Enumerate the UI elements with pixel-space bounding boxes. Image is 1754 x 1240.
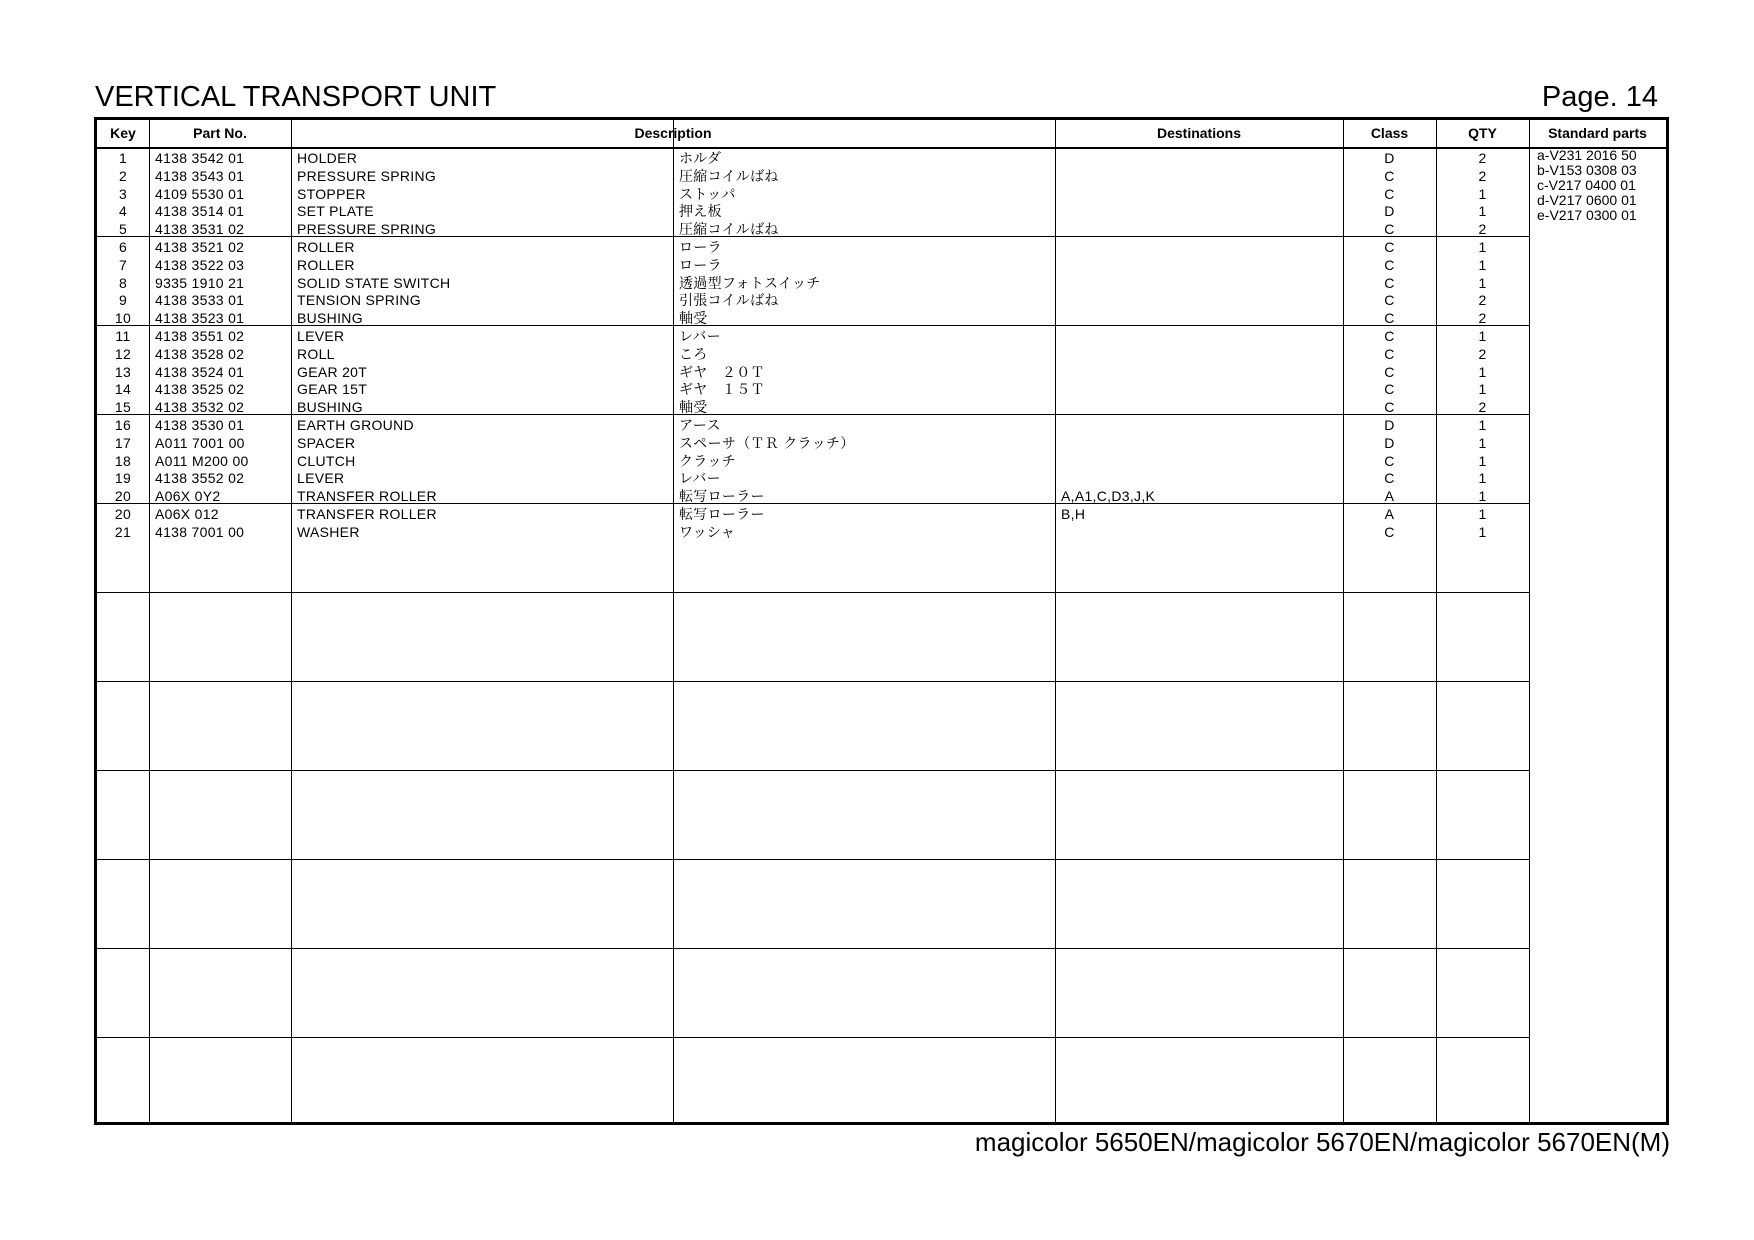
row-part-no: 4109 5530 01 (155, 185, 245, 202)
row-destinations (1061, 309, 1341, 327)
row-destinations (1061, 238, 1341, 256)
row-description-en: LEVER (297, 328, 345, 344)
row-part-no: A011 7001 00 (155, 434, 245, 451)
row-class: D (1384, 203, 1395, 220)
row-destinations (1061, 149, 1341, 167)
row-class: C (1384, 221, 1395, 238)
row-description-en: STOPPER (297, 185, 366, 202)
row-class: D (1384, 150, 1395, 166)
column-divider (291, 120, 292, 1122)
row-part-no: 4138 3552 02 (155, 470, 245, 487)
row-key: 8 (118, 274, 128, 291)
row-part-no: 4138 3528 02 (155, 345, 245, 362)
row-description-en: ROLLER (297, 256, 355, 273)
row-key: 6 (118, 239, 128, 255)
row-description-en: TRANSFER ROLLER (297, 506, 437, 522)
row-key: 16 (114, 417, 132, 433)
row-destinations (1061, 274, 1341, 292)
row-description-en: BUSHING (297, 310, 363, 327)
row-destinations (1061, 523, 1341, 541)
row-class: C (1384, 345, 1395, 362)
row-destinations (1061, 434, 1341, 452)
row-description-en: SET PLATE (297, 203, 374, 220)
row-key: 12 (114, 345, 132, 362)
row-destinations (1061, 380, 1341, 398)
row-description-jp: ころ (679, 345, 708, 362)
header-description: Description (634, 125, 712, 141)
row-class: C (1384, 381, 1395, 398)
row-qty: 1 (1478, 256, 1487, 273)
row-description-en: PRESSURE SPRING (297, 221, 437, 238)
row-key: 4 (118, 203, 128, 220)
row-class: C (1384, 328, 1395, 344)
row-class: C (1384, 185, 1395, 202)
group-divider (97, 1037, 1529, 1038)
row-qty: 1 (1478, 506, 1487, 522)
row-description-jp: スペーサ（ＴＲ クラッチ） (679, 434, 855, 451)
row-key: 2 (118, 167, 128, 184)
row-qty: 2 (1478, 345, 1487, 362)
header-key: Key (110, 125, 136, 141)
row-key: 5 (118, 221, 128, 238)
row-qty: 2 (1478, 399, 1487, 416)
row-key: 9 (118, 292, 128, 309)
row-key: 20 (114, 506, 132, 522)
header-class: Class (1370, 125, 1409, 141)
row-key: 10 (114, 310, 132, 327)
row-part-no: 4138 7001 00 (155, 523, 245, 540)
row-description-en: TENSION SPRING (297, 292, 421, 309)
row-part-no: 4138 3543 01 (155, 167, 245, 184)
row-qty: 1 (1478, 274, 1487, 291)
row-description-jp: レバー (679, 328, 721, 344)
row-description-en: ROLLER (297, 239, 355, 255)
row-qty: 1 (1478, 203, 1487, 220)
row-class: C (1384, 256, 1395, 273)
parts-table (94, 117, 1669, 1125)
group-divider (97, 859, 1529, 860)
column-divider (1055, 120, 1056, 1122)
row-qty: 1 (1478, 328, 1487, 344)
group-divider (97, 592, 1529, 593)
row-destinations (1061, 291, 1341, 309)
row-description-en: LEVER (297, 470, 345, 487)
row-destinations: B,H (1061, 506, 1086, 522)
row-description-en: HOLDER (297, 150, 358, 166)
row-description-en: GEAR 20T (297, 363, 368, 380)
row-qty: 2 (1478, 292, 1487, 309)
column-divider (149, 120, 150, 1122)
row-part-no: 4138 3531 02 (155, 221, 245, 238)
row-destinations (1061, 185, 1341, 203)
row-qty: 1 (1478, 363, 1487, 380)
row-key: 3 (118, 185, 128, 202)
row-part-no: 4138 3514 01 (155, 203, 245, 220)
row-description-jp: 圧縮コイルばね (679, 167, 779, 184)
row-destinations (1061, 256, 1341, 274)
row-key: 21 (114, 523, 132, 540)
row-key: 7 (118, 256, 128, 273)
row-class: C (1384, 363, 1395, 380)
row-description-en: SOLID STATE SWITCH (297, 274, 451, 291)
row-class: C (1384, 274, 1395, 291)
row-destinations: A,A1,C,D3,J,K (1061, 488, 1156, 505)
header-standard-parts: Standard parts (1548, 125, 1647, 141)
row-description-jp: ローラ (679, 256, 722, 273)
row-class: A (1384, 488, 1395, 505)
standard-part-b: b-V153 0308 03 (1537, 162, 1637, 178)
row-destinations (1061, 327, 1341, 345)
row-qty: 2 (1478, 150, 1487, 166)
group-divider (97, 770, 1529, 771)
row-qty: 1 (1478, 381, 1487, 398)
group-divider (97, 681, 1529, 682)
row-destinations (1061, 202, 1341, 220)
row-description-jp: 軸受 (679, 310, 708, 327)
standard-part-e: e-V217 0300 01 (1537, 207, 1637, 223)
row-key: 15 (114, 399, 132, 416)
row-qty: 2 (1478, 167, 1487, 184)
row-part-no: 4138 3533 01 (155, 292, 245, 309)
row-description-jp: ストッパ (679, 185, 736, 202)
row-description-en: WASHER (297, 523, 360, 540)
header-qty: QTY (1468, 125, 1497, 141)
row-description-en: SPACER (297, 434, 356, 451)
row-class: C (1384, 523, 1395, 540)
row-class: A (1384, 506, 1395, 522)
row-description-jp: レバー (679, 470, 721, 487)
row-qty: 1 (1478, 417, 1487, 433)
row-part-no: 4138 3523 01 (155, 310, 245, 327)
row-description-en: CLUTCH (297, 452, 356, 469)
page-title: VERTICAL TRANSPORT UNIT (95, 81, 497, 113)
row-description-jp: 押え板 (679, 203, 722, 220)
row-destinations (1061, 220, 1341, 238)
row-description-jp: 透過型フォトスイッチ (679, 274, 821, 291)
row-destinations (1061, 416, 1341, 434)
group-divider (97, 948, 1529, 949)
row-destinations (1061, 398, 1341, 416)
row-qty: 1 (1478, 488, 1487, 505)
row-qty: 1 (1478, 452, 1487, 469)
row-part-no: 4138 3542 01 (155, 150, 245, 166)
row-part-no: 4138 3525 02 (155, 381, 245, 398)
row-part-no: 9335 1910 21 (155, 274, 245, 291)
row-destinations (1061, 452, 1341, 470)
row-qty: 2 (1478, 310, 1487, 327)
row-description-jp: 軸受 (679, 399, 708, 416)
column-divider (673, 120, 674, 1122)
column-divider (1529, 120, 1530, 1122)
standard-part-d: d-V217 0600 01 (1537, 192, 1637, 208)
row-qty: 1 (1478, 185, 1487, 202)
row-class: C (1384, 470, 1395, 487)
row-key: 18 (114, 452, 132, 469)
row-class: C (1384, 310, 1395, 327)
row-part-no: 4138 3522 03 (155, 256, 245, 273)
row-class: C (1384, 239, 1395, 255)
row-part-no: 4138 3530 01 (155, 417, 245, 433)
row-key: 17 (114, 434, 132, 451)
row-description-en: GEAR 15T (297, 381, 368, 398)
row-description-en: BUSHING (297, 399, 363, 416)
row-description-jp: ホルダ (679, 150, 722, 166)
row-key: 20 (114, 488, 132, 505)
row-class: C (1384, 167, 1395, 184)
row-key: 11 (115, 328, 131, 344)
row-description-jp: クラッチ (679, 452, 736, 469)
row-destinations (1061, 167, 1341, 185)
row-description-jp: ローラ (679, 239, 722, 255)
page-number: Page. 14 (1541, 81, 1658, 113)
header-part-no: Part No. (193, 125, 247, 141)
row-class: C (1384, 452, 1395, 469)
row-key: 1 (118, 150, 128, 166)
row-description-en: TRANSFER ROLLER (297, 488, 437, 505)
row-description-jp: ギヤ ２０Ｔ (679, 363, 765, 380)
row-class: D (1384, 434, 1395, 451)
header-destinations: Destinations (1156, 125, 1241, 141)
row-qty: 1 (1478, 523, 1487, 540)
row-part-no: 4138 3521 02 (155, 239, 245, 255)
row-class: D (1384, 417, 1395, 433)
row-class: C (1384, 399, 1395, 416)
row-part-no: 4138 3524 01 (155, 363, 245, 380)
row-key: 19 (114, 470, 132, 487)
standard-part-a: a-V231 2016 50 (1537, 147, 1637, 163)
row-qty: 2 (1478, 221, 1487, 238)
row-description-jp: 引張コイルばね (679, 292, 779, 309)
row-destinations (1061, 345, 1341, 363)
row-key: 13 (114, 363, 132, 380)
row-description-jp: アース (679, 417, 721, 433)
standard-part-c: c-V217 0400 01 (1537, 177, 1636, 193)
row-part-no: A06X 012 (155, 506, 219, 522)
row-qty: 1 (1478, 434, 1487, 451)
row-destinations (1061, 363, 1341, 381)
row-description-en: PRESSURE SPRING (297, 167, 437, 184)
row-part-no: 4138 3551 02 (155, 328, 245, 344)
row-part-no: 4138 3532 02 (155, 399, 245, 416)
row-qty: 1 (1478, 239, 1487, 255)
row-description-en: EARTH GROUND (297, 417, 414, 433)
row-part-no: A011 M200 00 (155, 452, 249, 469)
row-class: C (1384, 292, 1395, 309)
row-description-en: ROLL (297, 345, 335, 362)
row-qty: 1 (1478, 470, 1487, 487)
model-footer: magicolor 5650EN/magicolor 5670EN/magicolor 5670EN(M) (974, 1127, 1670, 1157)
row-description-jp: ワッシャ (679, 523, 736, 540)
row-description-jp: 転写ローラー (679, 488, 765, 505)
row-key: 14 (114, 381, 132, 398)
row-description-jp: 転写ローラー (679, 506, 765, 522)
row-destinations (1061, 469, 1341, 487)
row-description-jp: 圧縮コイルばね (679, 221, 779, 238)
row-part-no: A06X 0Y2 (155, 488, 221, 505)
row-description-jp: ギヤ １５Ｔ (679, 381, 765, 398)
